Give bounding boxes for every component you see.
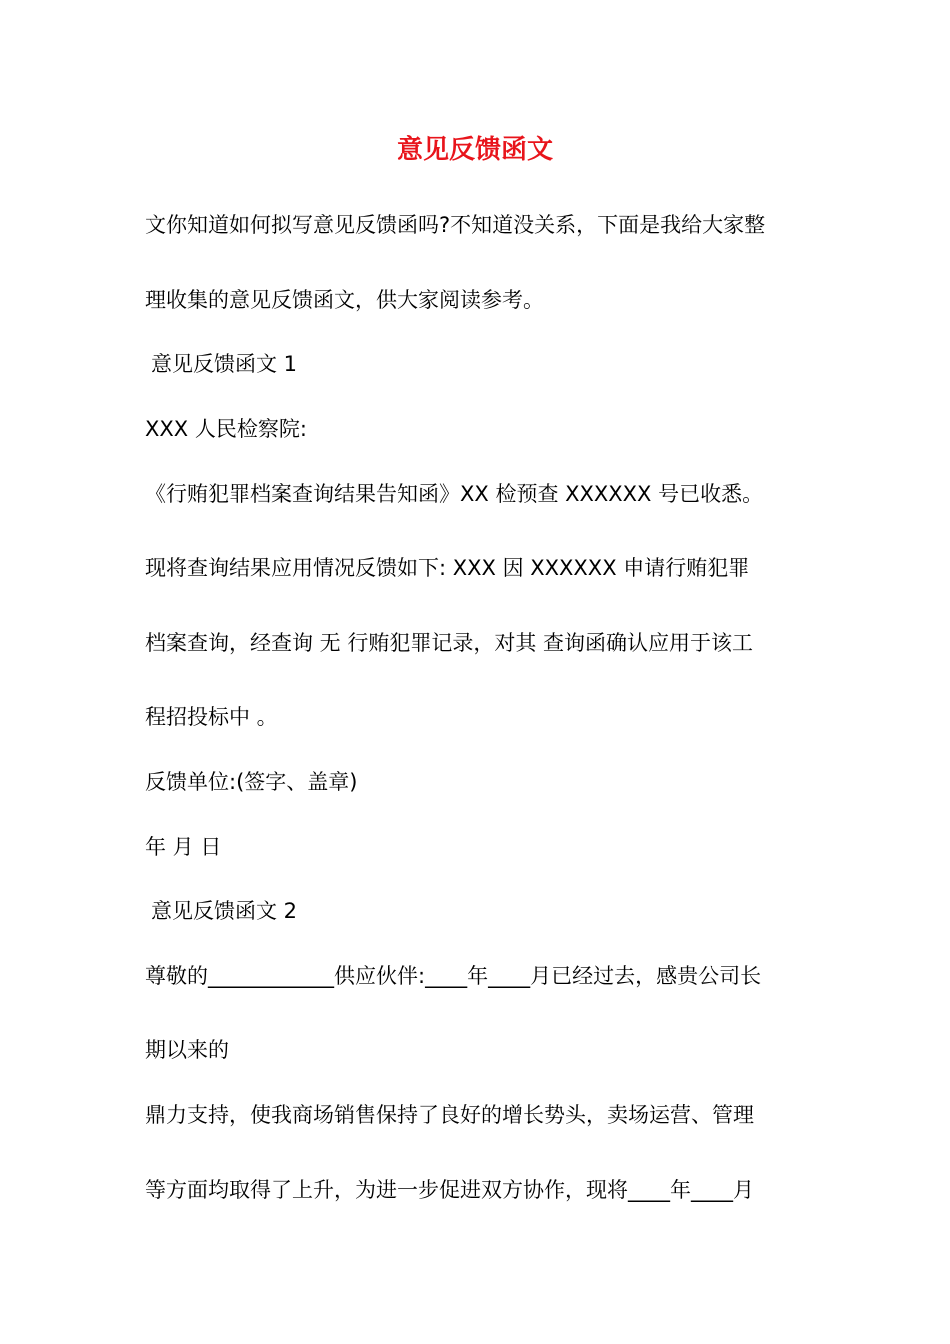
- section-heading-1: 意见反馈函文 1: [151, 352, 298, 376]
- body-line-4: 现将查询结果应用情况反馈如下: XXX 因 XXXXXX 申请行贿犯罪: [145, 556, 750, 580]
- body-line-2: 理收集的意见反馈函文，供大家阅读参考。: [145, 288, 544, 312]
- addressee-line: XXX 人民检察院:: [145, 417, 307, 441]
- body-line-9: 鼎力支持，使我商场销售保持了良好的增长势头，卖场运营、管理: [145, 1103, 754, 1127]
- body-line-8: 期以来的: [145, 1038, 229, 1062]
- signature-line: 反馈单位:(签字、盖章): [145, 770, 358, 794]
- body-line-3: 《行贿犯罪档案查询结果告知函》XX 检预查 XXXXXX 号已收悉。: [145, 482, 764, 506]
- body-line-1: 文你知道如何拟写意见反馈函吗?不知道没关系，下面是我给大家整: [145, 213, 766, 237]
- body-line-6: 程招投标中 。: [145, 705, 278, 729]
- body-line-7: 尊敬的____________供应伙伴:____年____月已经过去，感贵公司长: [145, 964, 762, 988]
- date-line: 年 月 日: [145, 835, 222, 859]
- body-line-5: 档案查询，经查询 无 行贿犯罪记录，对其 查询函确认应用于该工: [145, 631, 754, 655]
- document-title: 意见反馈函文: [396, 135, 553, 165]
- section-heading-2: 意见反馈函文 2: [151, 899, 298, 923]
- body-line-10: 等方面均取得了上升，为进一步促进双方协作，现将____年____月: [145, 1178, 754, 1202]
